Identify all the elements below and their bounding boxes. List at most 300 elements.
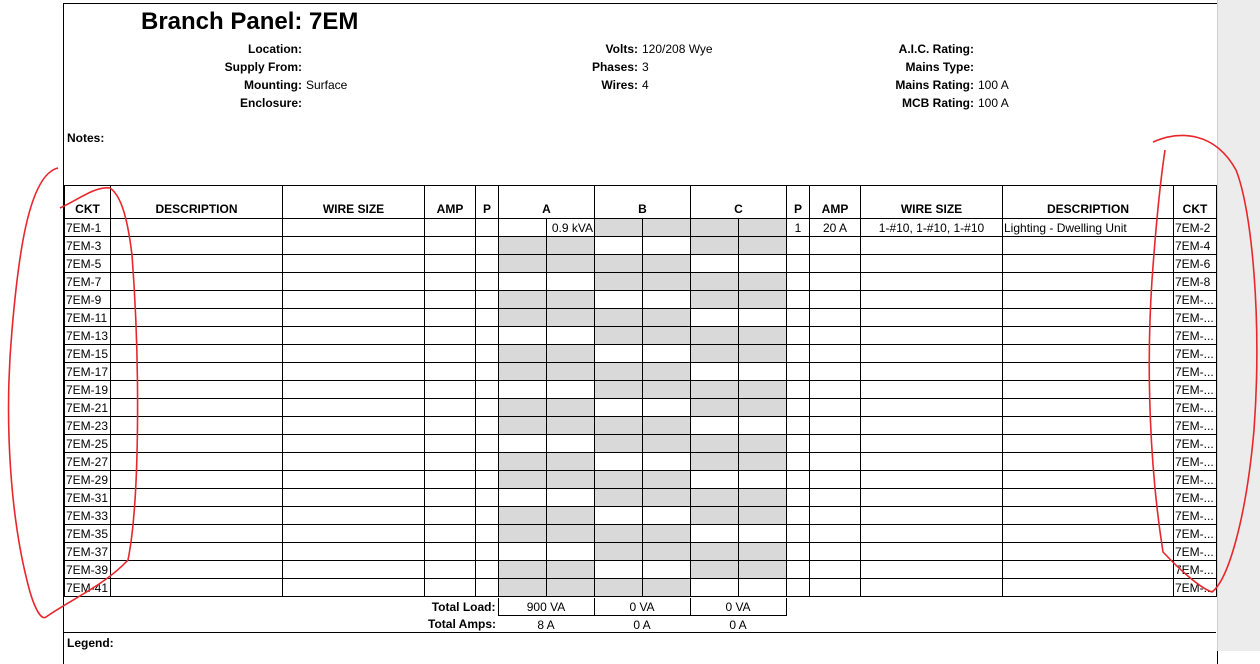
poles-left-cell — [476, 435, 499, 453]
amp-left-cell — [425, 453, 476, 471]
wire-size-right-cell — [861, 363, 1003, 381]
phase-load-left-cell — [595, 417, 643, 435]
phase-load-right-cell — [643, 273, 691, 291]
amp-right-cell — [810, 381, 861, 399]
phase-load-right-cell — [547, 453, 595, 471]
phase-load-left-cell — [499, 237, 547, 255]
poles-right-cell: 1 — [787, 219, 810, 237]
header-ckt-right: CKT — [1174, 186, 1217, 219]
ckt-left-cell: 7EM-39 — [65, 561, 111, 579]
wire-size-right-cell — [861, 579, 1003, 597]
circuit-row — [65, 345, 1217, 363]
wire-size-left-cell — [283, 579, 425, 597]
total-amps-b: 0 A — [633, 617, 651, 632]
ckt-right-cell: 7EM-... — [1174, 417, 1217, 435]
header-phase-c: C — [691, 186, 787, 219]
notes-label: Notes: — [67, 131, 105, 145]
phase-load-right-cell — [643, 363, 691, 381]
ckt-right-cell: 7EM-... — [1174, 327, 1217, 345]
description-left-cell — [111, 237, 283, 255]
amp-left-cell — [425, 255, 476, 273]
ckt-right-cell: 7EM-2 — [1174, 219, 1217, 237]
wire-size-left-cell — [283, 507, 425, 525]
phase-load-left-cell — [691, 489, 739, 507]
circuit-row — [65, 327, 1217, 345]
circuit-rows — [65, 219, 1217, 597]
poles-left-cell — [476, 237, 499, 255]
ckt-left-cell: 7EM-15 — [65, 345, 111, 363]
phase-load-right-cell — [547, 471, 595, 489]
ckt-right-cell: 7EM-8 — [1174, 273, 1217, 291]
phase-load-left-cell — [595, 435, 643, 453]
ckt-right-cell: 7EM-... — [1174, 489, 1217, 507]
phase-load-left-cell — [499, 471, 547, 489]
total-amps-row — [64, 616, 786, 634]
circuit-row — [65, 273, 1217, 291]
phase-load-right-cell — [643, 381, 691, 399]
ckt-left-cell: 7EM-37 — [65, 543, 111, 561]
circuit-row — [65, 435, 1217, 453]
amp-left-cell — [425, 417, 476, 435]
circuit-row — [65, 525, 1217, 543]
mcb-rating-value: 100 A — [978, 96, 1009, 110]
ckt-left-cell: 7EM-29 — [65, 471, 111, 489]
circuit-row — [65, 291, 1217, 309]
phase-load-left-cell — [499, 435, 547, 453]
ckt-left-cell: 7EM-13 — [65, 327, 111, 345]
phase-load-left-cell — [691, 381, 739, 399]
phase-load-left-cell — [595, 273, 643, 291]
phase-load-left-cell — [595, 237, 643, 255]
description-right-cell — [1003, 345, 1174, 363]
description-left-cell — [111, 579, 283, 597]
phase-load-left-cell — [499, 381, 547, 399]
phase-load-left-cell — [595, 219, 643, 237]
wire-size-left-cell — [283, 435, 425, 453]
phase-load-left-cell — [499, 543, 547, 561]
phase-load-right-cell — [643, 579, 691, 597]
description-left-cell — [111, 543, 283, 561]
wire-size-right-cell — [861, 237, 1003, 255]
ckt-right-cell: 7EM-... — [1174, 309, 1217, 327]
phase-load-right-cell — [547, 291, 595, 309]
phase-load-left-cell — [595, 345, 643, 363]
poles-right-cell — [787, 507, 810, 525]
phase-load-right-cell — [547, 489, 595, 507]
circuit-row — [65, 381, 1217, 399]
phase-load-left-cell — [691, 561, 739, 579]
description-right-cell — [1003, 525, 1174, 543]
description-right-cell — [1003, 363, 1174, 381]
header-wire-size-left: WIRE SIZE — [283, 186, 425, 219]
amp-right-cell — [810, 273, 861, 291]
poles-left-cell — [476, 363, 499, 381]
ckt-left-cell: 7EM-27 — [65, 453, 111, 471]
header-ckt-left: CKT — [65, 186, 111, 219]
phase-load-left-cell — [595, 507, 643, 525]
wire-size-right-cell: 1-#10, 1-#10, 1-#10 — [861, 219, 1003, 237]
circuit-table — [64, 185, 1217, 597]
phase-load-right-cell — [739, 273, 787, 291]
amp-left-cell — [425, 381, 476, 399]
amp-left-cell — [425, 471, 476, 489]
ckt-right-cell: 7EM-6 — [1174, 255, 1217, 273]
phase-load-left-cell — [691, 309, 739, 327]
amp-left-cell — [425, 291, 476, 309]
circuit-row — [65, 453, 1217, 471]
phase-load-left-cell — [691, 327, 739, 345]
phase-load-right-cell — [547, 507, 595, 525]
description-right-cell — [1003, 309, 1174, 327]
wire-size-right-cell — [861, 435, 1003, 453]
phase-load-left-cell — [595, 327, 643, 345]
poles-left-cell — [476, 309, 499, 327]
wire-size-left-cell — [283, 345, 425, 363]
description-left-cell — [111, 525, 283, 543]
phase-load-right-cell — [643, 345, 691, 363]
phase-load-right-cell — [643, 291, 691, 309]
phase-load-right-cell — [739, 345, 787, 363]
amp-right-cell — [810, 417, 861, 435]
wire-size-right-cell — [861, 561, 1003, 579]
amp-right-cell — [810, 507, 861, 525]
wire-size-left-cell — [283, 255, 425, 273]
phase-load-left-cell — [499, 273, 547, 291]
phase-load-right-cell — [643, 399, 691, 417]
phase-load-right-cell — [643, 435, 691, 453]
circuit-row — [65, 309, 1217, 327]
circuit-row — [65, 255, 1217, 273]
ckt-right-cell: 7EM-... — [1174, 291, 1217, 309]
description-left-cell — [111, 507, 283, 525]
phase-load-left-cell — [595, 543, 643, 561]
poles-left-cell — [476, 219, 499, 237]
description-left-cell — [111, 309, 283, 327]
poles-right-cell — [787, 327, 810, 345]
phase-load-right-cell — [547, 345, 595, 363]
ckt-right-cell: 7EM-... — [1174, 561, 1217, 579]
volts-label: Volts: — [605, 42, 638, 56]
ckt-right-cell: 7EM-... — [1174, 345, 1217, 363]
phase-load-left-cell — [499, 399, 547, 417]
phase-load-right-cell — [739, 237, 787, 255]
phase-load-right-cell — [643, 453, 691, 471]
ckt-left-cell: 7EM-19 — [65, 381, 111, 399]
wire-size-right-cell — [861, 525, 1003, 543]
header-description-right: DESCRIPTION — [1003, 186, 1174, 219]
enclosure-label: Enclosure: — [239, 96, 302, 110]
phase-load-right-cell — [643, 471, 691, 489]
phase-load-right-cell — [643, 219, 691, 237]
phase-load-right-cell — [547, 525, 595, 543]
poles-right-cell — [787, 471, 810, 489]
phase-load-right-cell — [739, 579, 787, 597]
description-right-cell: Lighting - Dwelling Unit — [1003, 219, 1174, 237]
wire-size-left-cell — [283, 237, 425, 255]
wire-size-right-cell — [861, 507, 1003, 525]
phase-load-left-cell — [499, 579, 547, 597]
header-amp-right: AMP — [810, 186, 861, 219]
circuit-row — [65, 237, 1217, 255]
description-right-cell — [1003, 471, 1174, 489]
wire-size-right-cell — [861, 381, 1003, 399]
phase-load-right-cell — [739, 363, 787, 381]
ckt-left-cell: 7EM-11 — [65, 309, 111, 327]
phase-load-right-cell — [739, 309, 787, 327]
phase-load-left-cell — [499, 291, 547, 309]
circuit-row — [65, 363, 1217, 381]
wire-size-left-cell — [283, 417, 425, 435]
ckt-right-cell: 7EM-... — [1174, 381, 1217, 399]
wire-size-left-cell — [283, 273, 425, 291]
legend-divider — [64, 632, 1216, 633]
wire-size-right-cell — [861, 345, 1003, 363]
ckt-left-cell: 7EM-33 — [65, 507, 111, 525]
wire-size-left-cell — [283, 309, 425, 327]
total-load-a: 900 VA — [498, 598, 594, 616]
table-header-row — [65, 186, 1217, 219]
description-left-cell — [111, 345, 283, 363]
poles-left-cell — [476, 345, 499, 363]
circuit-row — [65, 471, 1217, 489]
description-right-cell — [1003, 417, 1174, 435]
amp-right-cell — [810, 309, 861, 327]
phase-load-left-cell — [499, 219, 547, 237]
phase-load-left-cell — [499, 255, 547, 273]
mounting-value: Surface — [306, 78, 348, 92]
phase-load-left-cell — [691, 273, 739, 291]
poles-right-cell — [787, 363, 810, 381]
phase-load-left-cell — [499, 327, 547, 345]
wire-size-right-cell — [861, 453, 1003, 471]
amp-right-cell — [810, 435, 861, 453]
description-right-cell — [1003, 381, 1174, 399]
phase-load-right-cell — [547, 255, 595, 273]
poles-right-cell — [787, 543, 810, 561]
phase-load-left-cell — [691, 363, 739, 381]
circuit-row — [65, 489, 1217, 507]
circuit-row — [65, 417, 1217, 435]
poles-left-cell — [476, 471, 499, 489]
description-right-cell — [1003, 507, 1174, 525]
phases-value: 3 — [642, 60, 649, 74]
phase-load-right-cell — [739, 471, 787, 489]
amp-right-cell — [810, 543, 861, 561]
ckt-right-cell: 7EM-... — [1174, 525, 1217, 543]
phase-load-right-cell — [547, 543, 595, 561]
totals-table — [64, 598, 787, 633]
phase-load-right-cell — [739, 219, 787, 237]
phase-load-left-cell — [595, 291, 643, 309]
phase-load-right-cell — [739, 435, 787, 453]
header-poles-right: P — [787, 186, 810, 219]
phase-load-left-cell — [595, 309, 643, 327]
wire-size-right-cell — [861, 471, 1003, 489]
poles-left-cell — [476, 453, 499, 471]
amp-right-cell — [810, 561, 861, 579]
poles-left-cell — [476, 543, 499, 561]
amp-left-cell — [425, 435, 476, 453]
phase-load-left-cell — [595, 489, 643, 507]
phase-load-right-cell — [643, 327, 691, 345]
phase-load-right-cell — [739, 417, 787, 435]
amp-left-cell — [425, 345, 476, 363]
phase-load-left-cell — [499, 489, 547, 507]
phase-load-left-cell — [499, 417, 547, 435]
wire-size-right-cell — [861, 399, 1003, 417]
description-right-cell — [1003, 399, 1174, 417]
poles-right-cell — [787, 291, 810, 309]
ckt-right-cell: 7EM-... — [1174, 471, 1217, 489]
description-left-cell — [111, 453, 283, 471]
poles-right-cell — [787, 561, 810, 579]
poles-right-cell — [787, 345, 810, 363]
mains-type-label: Mains Type: — [905, 60, 974, 74]
poles-right-cell — [787, 399, 810, 417]
wire-size-left-cell — [283, 327, 425, 345]
phase-load-left-cell — [691, 543, 739, 561]
description-left-cell — [111, 219, 283, 237]
header-description-left: DESCRIPTION — [111, 186, 283, 219]
ckt-right-cell: 7EM-... — [1174, 435, 1217, 453]
description-right-cell — [1003, 291, 1174, 309]
amp-left-cell — [425, 525, 476, 543]
amp-right-cell — [810, 363, 861, 381]
wire-size-left-cell — [283, 291, 425, 309]
phase-load-right-cell — [739, 489, 787, 507]
wire-size-left-cell — [283, 489, 425, 507]
description-left-cell — [111, 273, 283, 291]
ckt-left-cell: 7EM-31 — [65, 489, 111, 507]
phase-load-left-cell — [499, 561, 547, 579]
ckt-right-cell: 7EM-... — [1174, 363, 1217, 381]
phase-load-right-cell — [547, 381, 595, 399]
ckt-left-cell: 7EM-3 — [65, 237, 111, 255]
total-amps-c: 0 A — [729, 617, 747, 632]
description-left-cell — [111, 291, 283, 309]
wire-size-right-cell — [861, 489, 1003, 507]
phase-load-right-cell — [547, 309, 595, 327]
phase-load-right-cell — [643, 489, 691, 507]
wire-size-left-cell — [283, 453, 425, 471]
ckt-left-cell: 7EM-21 — [65, 399, 111, 417]
ckt-left-cell: 7EM-17 — [65, 363, 111, 381]
phase-load-right-cell — [739, 327, 787, 345]
amp-left-cell — [425, 219, 476, 237]
phase-load-right-cell — [739, 561, 787, 579]
phase-load-left-cell — [691, 255, 739, 273]
phase-load-left-cell — [595, 579, 643, 597]
header-amp-left: AMP — [425, 186, 476, 219]
wire-size-left-cell — [283, 471, 425, 489]
phase-load-left-cell — [595, 363, 643, 381]
circuit-row — [65, 507, 1217, 525]
phase-load-right-cell — [643, 543, 691, 561]
ckt-left-cell: 7EM-41 — [65, 579, 111, 597]
amp-left-cell — [425, 309, 476, 327]
window-scroll-gutter[interactable] — [1217, 0, 1260, 651]
phase-load-right-cell — [643, 507, 691, 525]
phase-load-left-cell — [595, 255, 643, 273]
phase-load-left-cell — [691, 345, 739, 363]
circuit-row — [65, 543, 1217, 561]
poles-right-cell — [787, 237, 810, 255]
phase-load-left-cell — [691, 291, 739, 309]
poles-left-cell — [476, 399, 499, 417]
ckt-left-cell: 7EM-1 — [65, 219, 111, 237]
wire-size-right-cell — [861, 327, 1003, 345]
total-load-label: Total Load: — [431, 599, 496, 614]
phase-load-left-cell — [595, 399, 643, 417]
phase-load-left-cell — [691, 471, 739, 489]
poles-right-cell — [787, 489, 810, 507]
panel-title: Branch Panel: 7EM — [141, 8, 359, 35]
ckt-right-cell: 7EM-... — [1174, 399, 1217, 417]
phase-load-right-cell — [739, 399, 787, 417]
phase-load-left-cell — [691, 219, 739, 237]
phase-load-left-cell — [691, 579, 739, 597]
mcb-rating-label: MCB Rating: — [902, 96, 974, 110]
description-left-cell — [111, 417, 283, 435]
amp-left-cell — [425, 543, 476, 561]
phase-load-left-cell — [691, 507, 739, 525]
amp-right-cell: 20 A — [810, 219, 861, 237]
poles-right-cell — [787, 381, 810, 399]
wire-size-left-cell — [283, 219, 425, 237]
aic-rating-label: A.I.C. Rating: — [898, 42, 974, 56]
phase-load-left-cell — [595, 471, 643, 489]
amp-right-cell — [810, 399, 861, 417]
description-left-cell — [111, 255, 283, 273]
description-right-cell — [1003, 327, 1174, 345]
phase-load-right-cell — [643, 309, 691, 327]
poles-left-cell — [476, 417, 499, 435]
ckt-left-cell: 7EM-7 — [65, 273, 111, 291]
description-right-cell — [1003, 273, 1174, 291]
description-left-cell — [111, 489, 283, 507]
wire-size-right-cell — [861, 273, 1003, 291]
poles-right-cell — [787, 579, 810, 597]
wire-size-left-cell — [283, 381, 425, 399]
circuit-row — [65, 561, 1217, 579]
header-phase-a: A — [499, 186, 595, 219]
description-right-cell — [1003, 561, 1174, 579]
wires-value: 4 — [642, 78, 649, 92]
poles-left-cell — [476, 273, 499, 291]
phase-load-right-cell — [739, 291, 787, 309]
wire-size-right-cell — [861, 255, 1003, 273]
amp-right-cell — [810, 579, 861, 597]
legend-label: Legend: — [67, 636, 114, 650]
circuit-row — [65, 399, 1217, 417]
poles-right-cell — [787, 309, 810, 327]
amp-right-cell — [810, 237, 861, 255]
description-right-cell — [1003, 435, 1174, 453]
mains-rating-value: 100 A — [978, 78, 1009, 92]
phase-load-left-cell — [595, 525, 643, 543]
wire-size-right-cell — [861, 309, 1003, 327]
phase-load-right-cell — [739, 255, 787, 273]
phase-load-left-cell — [691, 237, 739, 255]
phase-load-left-cell — [595, 561, 643, 579]
ckt-right-cell: 7EM-... — [1174, 453, 1217, 471]
phase-load-right-cell — [643, 255, 691, 273]
description-right-cell — [1003, 237, 1174, 255]
amp-left-cell — [425, 273, 476, 291]
total-amps-a: 8 A — [537, 617, 555, 632]
total-load-b: 0 VA — [594, 598, 690, 616]
amp-right-cell — [810, 255, 861, 273]
